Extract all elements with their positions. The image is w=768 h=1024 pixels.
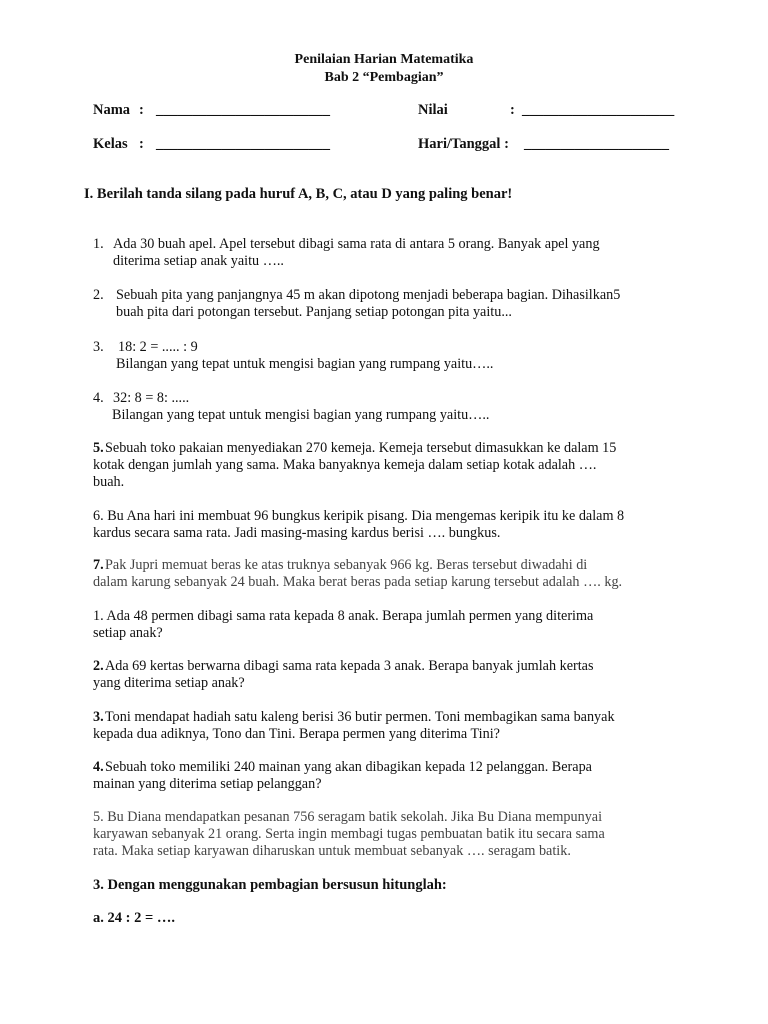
kelas-colon: : [139, 136, 144, 152]
essay-number: 3. [93, 709, 104, 725]
section-3-item-a: a. 24 : 2 = …. [93, 910, 175, 926]
question-text: Pak Jupri memuat beras ke atas truknya sebanyak 966 kg. Beras tersebut diwadahi di [105, 557, 588, 573]
essay-text: kepada dua adiknya, Tono dan Tini. Berapa permen yang diterima Tini? [93, 726, 500, 742]
essay-text: mainan yang diterima setiap pelanggan? [93, 776, 322, 792]
question-number: 4. [93, 390, 104, 406]
nama-colon: : [139, 102, 144, 118]
question-text: dalam karung sebanyak 24 buah. Maka berat beras pada setiap karung tersebut adalah …. kg. [93, 574, 623, 590]
question-number: 2. [93, 287, 104, 303]
question-text: Sebuah pita yang panjangnya 45 m akan dipotong menjadi beberapa bagian. Dihasilkan5 [116, 287, 621, 303]
nama-blank[interactable]: ________________________ [156, 102, 330, 118]
essay-text: Ada 69 kertas berwarna dibagi sama rata kepada 3 anak. Berapa banyak jumlah kertas [105, 658, 594, 674]
nilai-blank[interactable]: _____________________ [522, 102, 675, 118]
question-text: kardus secara sama rata. Jadi masing-masing kardus berisi …. bungkus. [93, 525, 501, 541]
essay-text: 5. Bu Diana mendapatkan pesanan 756 seragam batik sekolah. Jika Bu Diana mempunyai [93, 809, 603, 825]
question-number: 7. [93, 557, 104, 573]
question-text: Bilangan yang tepat untuk mengisi bagian yang rumpang yaitu….. [112, 407, 490, 423]
question-text: buah. [93, 474, 125, 490]
nilai-label: Nilai [418, 102, 448, 118]
question-number: 1. [93, 236, 104, 252]
question-text: Bilangan yang tepat untuk mengisi bagian yang rumpang yaitu….. [116, 356, 494, 372]
worksheet-title: Penilaian Harian Matematika [294, 52, 474, 67]
nilai-colon: : [510, 102, 515, 118]
essay-text: karyawan sebanyak 21 orang. Serta ingin membagi tugas pembuatan batik itu secara sama [93, 826, 605, 842]
question-text: Ada 30 buah apel. Apel tersebut dibagi sama rata di antara 5 orang. Banyak apel yang [113, 236, 600, 252]
question-text: kotak dengan jumlah yang sama. Maka banyaknya kemeja dalam setiap kotak adalah …. [93, 457, 597, 473]
hari-tanggal-blank[interactable]: ____________________ [524, 136, 669, 152]
question-number: 3. [93, 339, 104, 355]
question-text: 32: 8 = 8: ..... [113, 390, 190, 406]
question-text: 18: 2 = ..... : 9 [118, 339, 198, 355]
essay-number: 4. [93, 759, 104, 775]
essay-number: 2. [93, 658, 104, 674]
hari-tanggal-label: Hari/Tanggal : [418, 136, 509, 152]
essay-text: yang diterima setiap anak? [93, 675, 245, 691]
essay-text: rata. Maka setiap karyawan diharuskan untuk membuat sebanyak …. seragam batik. [93, 843, 571, 859]
question-number: 5. [93, 440, 104, 456]
essay-text: setiap anak? [93, 625, 163, 641]
essay-text: Toni mendapat hadiah satu kaleng berisi 36 butir permen. Toni membagikan sama banyak [105, 709, 615, 725]
nama-label: Nama [93, 102, 131, 118]
question-text: diterima setiap anak yaitu ….. [113, 253, 284, 269]
kelas-blank[interactable]: ________________________ [156, 136, 330, 152]
essay-text: 1. Ada 48 permen dibagi sama rata kepada 8 anak. Berapa jumlah permen yang diterima [93, 608, 594, 624]
question-text: buah pita dari potongan tersebut. Panjang setiap potongan pita yaitu... [116, 304, 512, 320]
question-text: 6. Bu Ana hari ini membuat 96 bungkus keripik pisang. Dia mengemas keripik itu ke dalam 8 [93, 508, 625, 524]
kelas-label: Kelas [93, 136, 128, 152]
question-text: Sebuah toko pakaian menyediakan 270 kemeja. Kemeja tersebut dimasukkan ke dalam 15 [105, 440, 617, 456]
essay-text: Sebuah toko memiliki 240 mainan yang akan dibagikan kepada 12 pelanggan. Berapa [105, 759, 592, 775]
section-1-heading: I. Berilah tanda silang pada huruf A, B, C, atau D yang paling benar! [84, 186, 513, 202]
section-3-heading: 3. Dengan menggunakan pembagian bersusun hitunglah: [93, 877, 447, 893]
worksheet-subtitle: Bab 2 “Pembagian” [324, 70, 444, 85]
